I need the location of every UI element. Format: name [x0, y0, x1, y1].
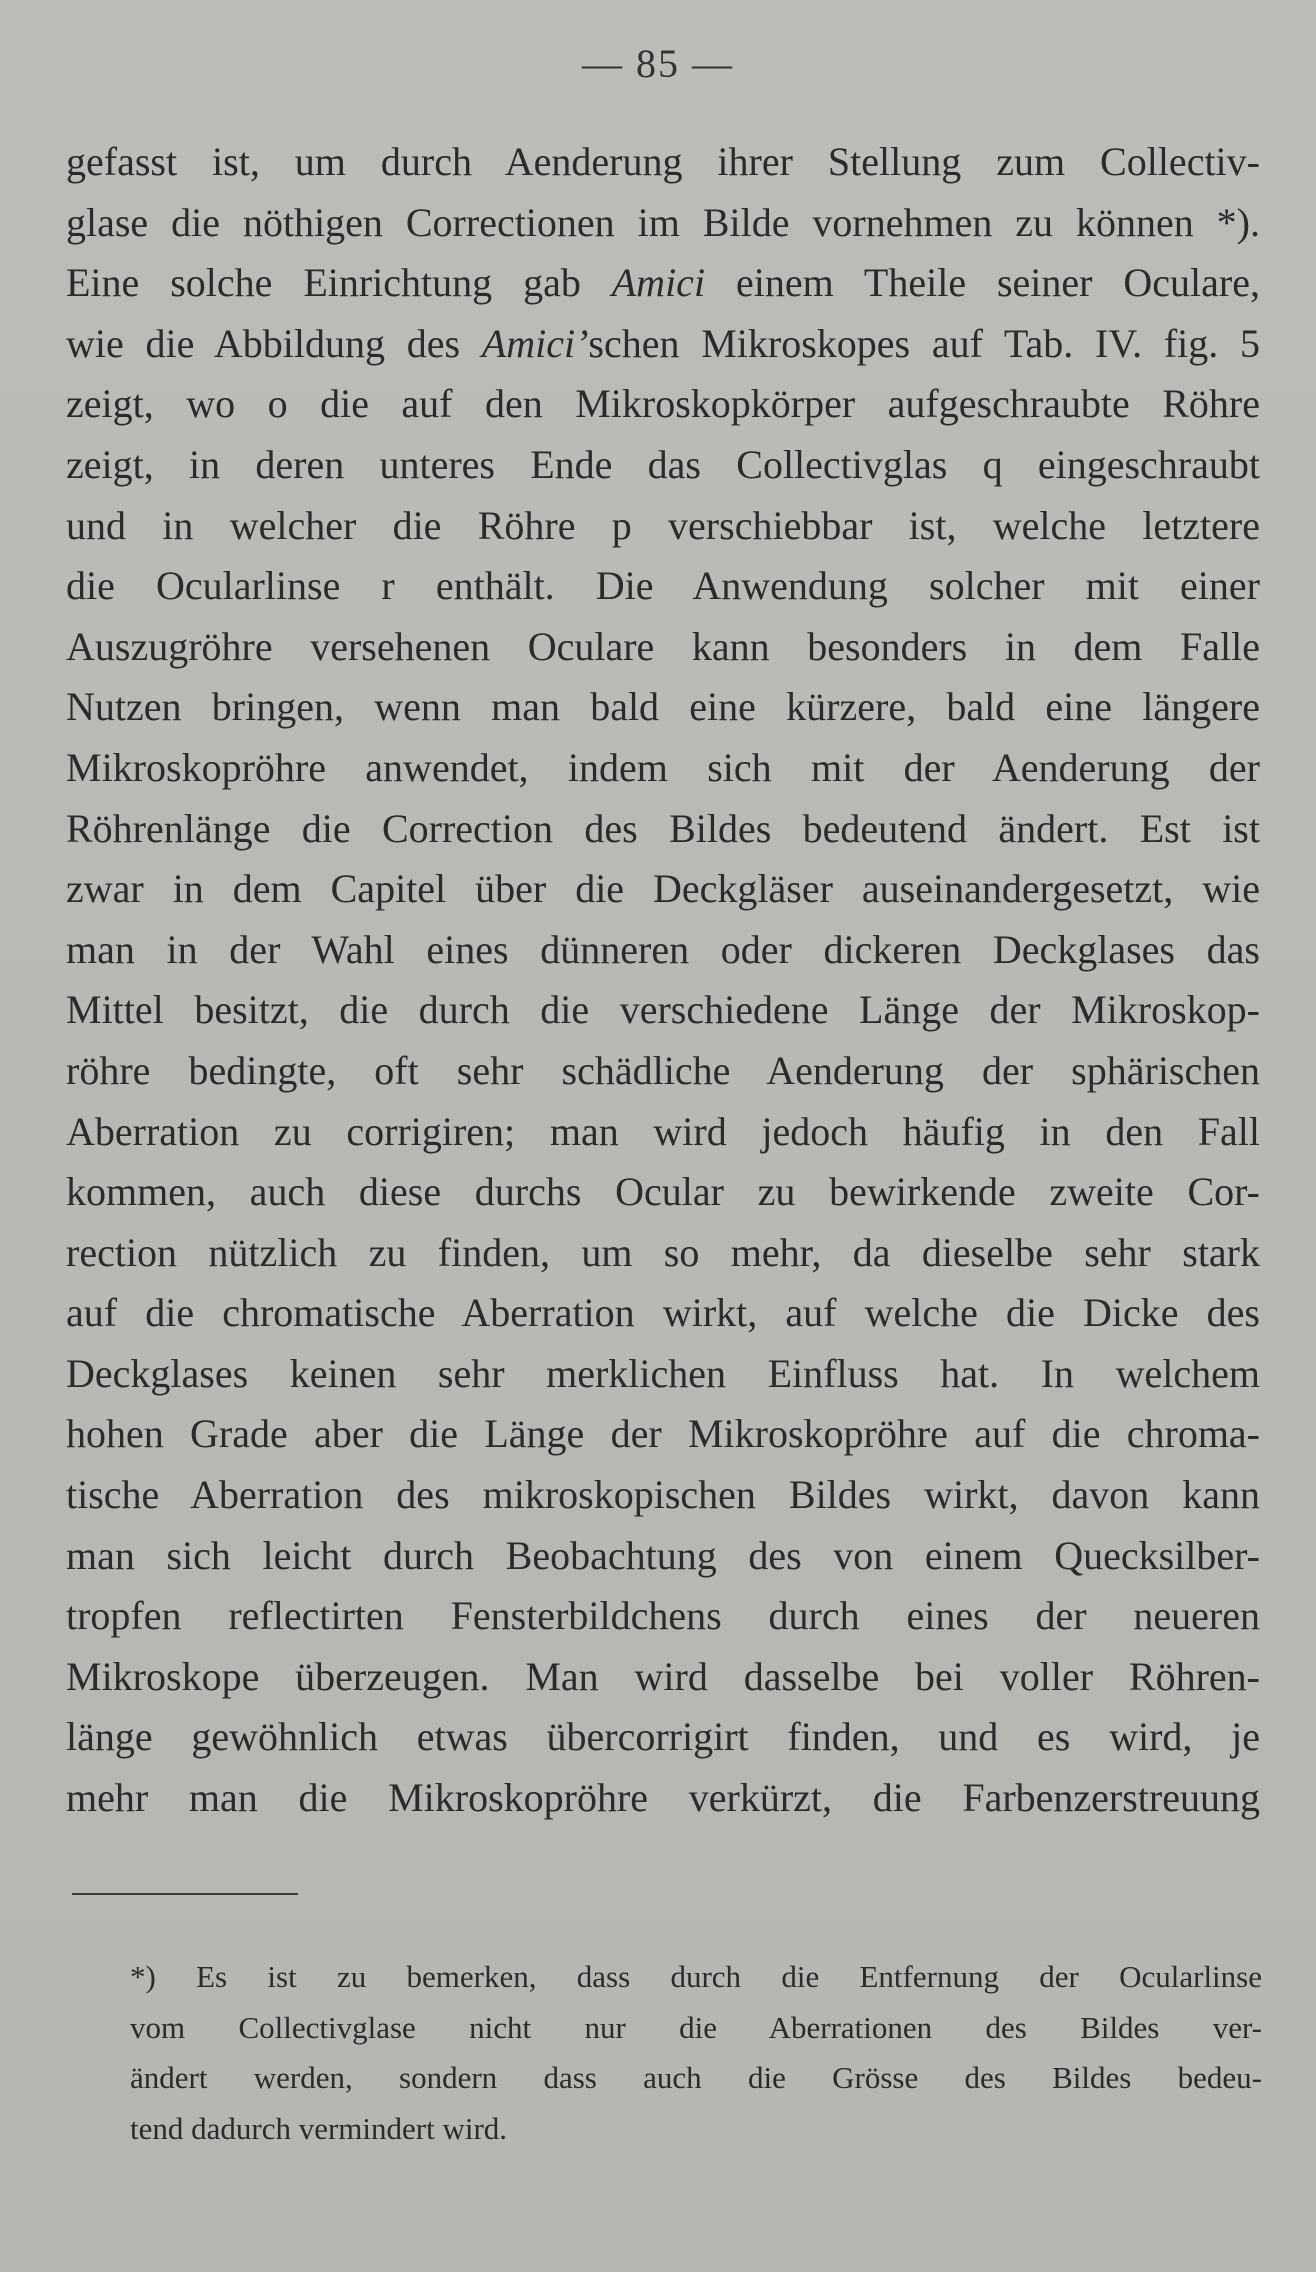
text-line: auf die chromatische Aberration wirkt, auf welche die Dicke des — [66, 1290, 1260, 1336]
text-line: wie die Abbildung des Amici’schen Mikroskopes auf Tab. IV. fig. 5 — [66, 320, 1260, 366]
text-line: röhre bedingte, oft sehr schädliche Aenderung der sphärischen — [66, 1047, 1260, 1093]
text-line: Mikroskopröhre anwendet, indem sich mit der Aenderung der — [66, 744, 1260, 790]
text-line: rection nützlich zu finden, um so mehr, da dieselbe sehr stark — [66, 1229, 1260, 1275]
text-line: Mikroskope überzeugen. Man wird dasselbe bei voller Röhren- — [66, 1653, 1260, 1699]
text-line: zeigt, in deren unteres Ende das Collectivglas q eingeschraubt — [66, 441, 1260, 487]
text-line: glase die nöthigen Correctionen im Bilde vornehmen zu können *). — [66, 199, 1260, 245]
footnote-line: tend dadurch vermindert wird. — [130, 2110, 508, 2146]
footnote-line: vom Collectivglase nicht nur die Aberrationen des Bildes ver- — [130, 2009, 1262, 2045]
text-line: man sich leicht durch Beobachtung des von einem Quecksilber- — [66, 1532, 1260, 1578]
text-line: Auszugröhre versehenen Oculare kann besonders in dem Falle — [66, 623, 1260, 669]
text-line: zwar in dem Capitel über die Deckgläser auseinandergesetzt, wie — [66, 866, 1260, 912]
text-line: man in der Wahl eines dünneren oder dickeren Deckglases das — [66, 926, 1260, 972]
text-line: kommen, auch diese durchs Ocular zu bewirkende zweite Cor- — [66, 1169, 1260, 1215]
text-line: Eine solche Einrichtung gab Amici einem Theile seiner Oculare, — [66, 260, 1260, 306]
text-line: länge gewöhnlich etwas übercorrigirt finden, und es wird, je — [66, 1714, 1260, 1760]
text-line: Mittel besitzt, die durch die verschiedene Länge der Mikroskop- — [66, 987, 1260, 1033]
text-line: Aberration zu corrigiren; man wird jedoch häufig in den Fall — [66, 1108, 1260, 1154]
text-line: die Ocularlinse r enthält. Die Anwendung solcher mit einer — [66, 563, 1260, 609]
footnote-line: ändert werden, sondern dass auch die Grösse des Bildes bedeu- — [130, 2060, 1262, 2095]
page-number: — 85 — — [582, 41, 734, 86]
text-line: zeigt, wo o die auf den Mikroskopkörper aufgeschraubte Röhre — [66, 381, 1260, 427]
footnote-line: *) Es ist zu bemerken, dass durch die Entfernung der Ocularlinse — [130, 1959, 1262, 1994]
text-line: hohen Grade aber die Länge der Mikroskopröhre auf die chroma- — [66, 1411, 1260, 1457]
emphasis-name: Amici — [611, 260, 706, 306]
text-line: Deckglases keinen sehr merklichen Einfluss hat. In welchem — [66, 1350, 1260, 1396]
text-line: tropfen reflectirten Fensterbildchens durch eines der neueren — [66, 1593, 1260, 1639]
text-line: gefasst ist, um durch Aenderung ihrer Stellung zum Collectiv- — [66, 139, 1260, 184]
text-line: und in welcher die Röhre p verschiebbar ist, welche letztere — [66, 502, 1260, 548]
body-text — [66, 132, 1260, 1829]
text-line: mehr man die Mikroskopröhre verkürzt, die Farbenzerstreuung — [66, 1775, 1260, 1821]
footnote — [130, 1952, 1262, 2154]
text-line: Röhrenlänge die Correction des Bildes bedeutend ändert. Est ist — [66, 805, 1260, 851]
text-line: Nutzen bringen, wenn man bald eine kürzere, bald eine längere — [66, 684, 1260, 730]
footnote-separator — [72, 1893, 298, 1895]
emphasis-name: Amici’ — [481, 320, 589, 366]
text-line: tische Aberration des mikroskopischen Bildes wirkt, davon kann — [66, 1472, 1260, 1518]
